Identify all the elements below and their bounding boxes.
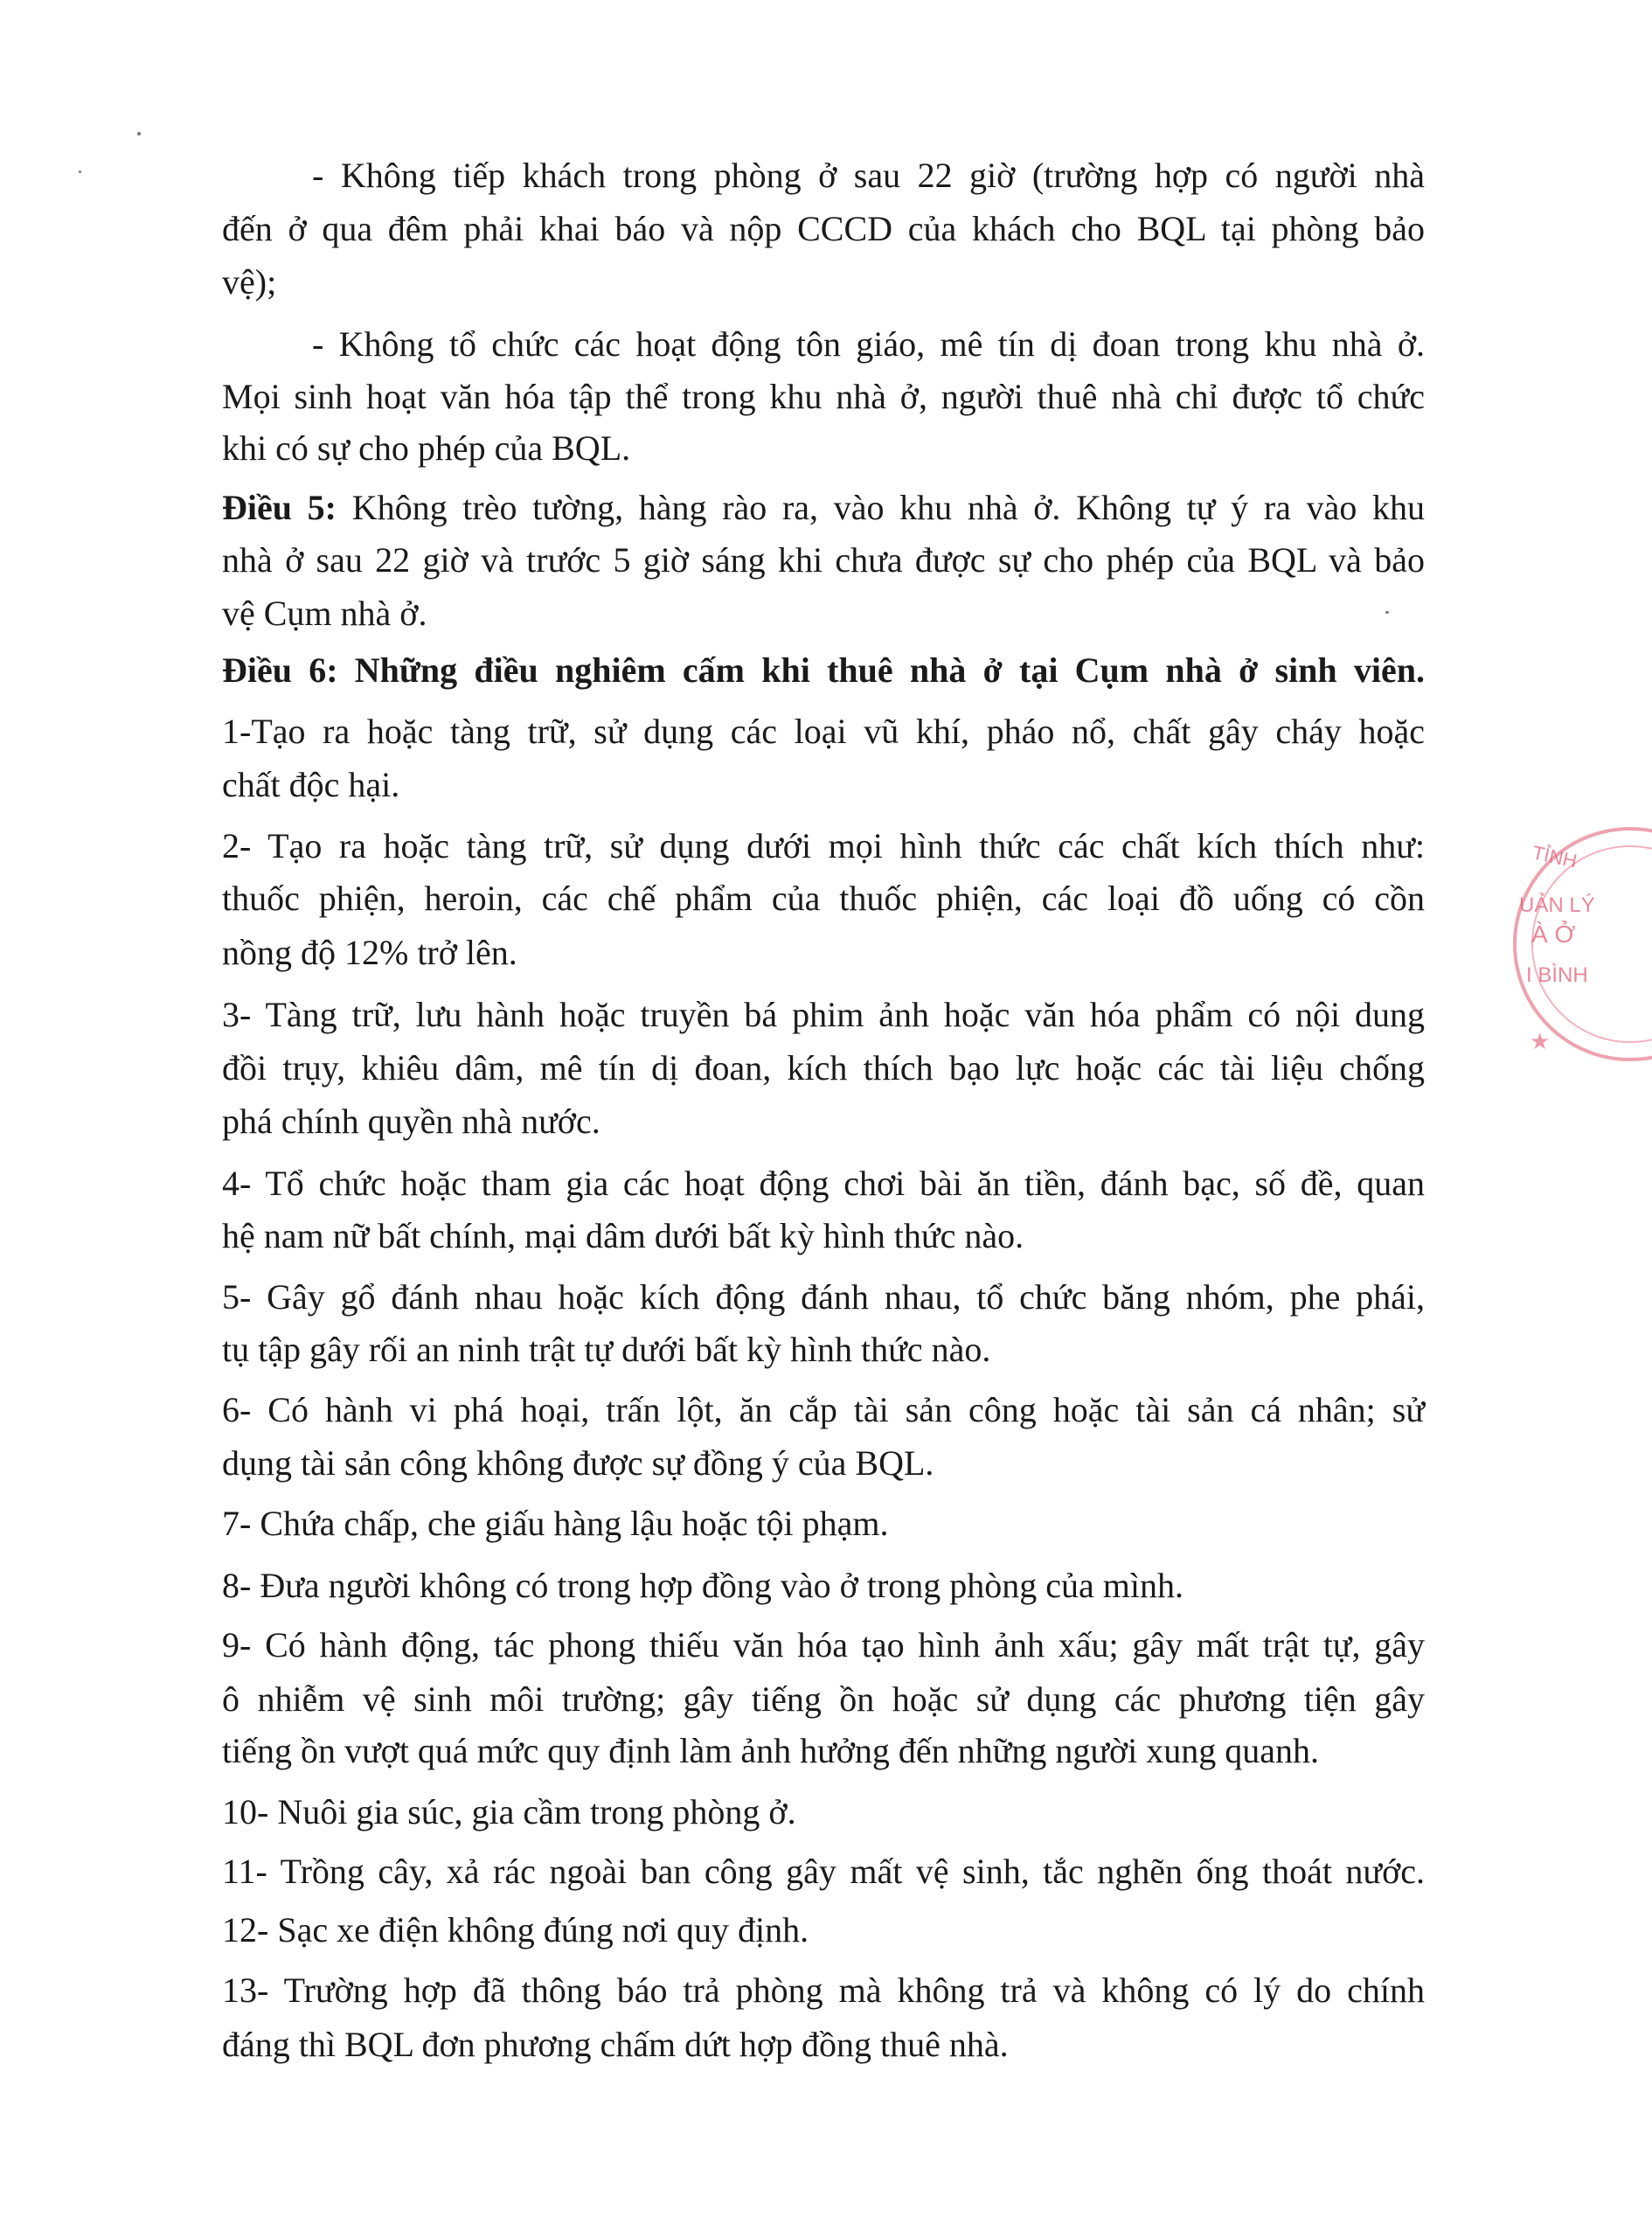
- list-item-line: 4- Tổ chức hoặc tham gia các hoạt động chơi bài ăn tiền, đánh bạc, số đề, quan: [222, 1164, 1425, 1203]
- list-item-line: dụng tài sản công không được sự đồng ý của BQL.: [222, 1443, 934, 1483]
- svg-text:★: ★: [1530, 1028, 1551, 1054]
- text-line: - Không tiếp khách trong phòng ở sau 22 giờ (trường hợp có người nhà: [312, 156, 1425, 195]
- list-item-line: 7- Chứa chấp, che giấu hàng lậu hoặc tội phạm.: [222, 1504, 889, 1543]
- list-item-line: 5- Gây gổ đánh nhau hoặc kích động đánh nhau, tổ chức băng nhóm, phe phái,: [222, 1277, 1425, 1317]
- text-line: vệ Cụm nhà ở.: [222, 594, 427, 633]
- list-item-line: phá chính quyền nhà nước.: [222, 1102, 600, 1141]
- list-item-line: 9- Có hành động, tác phong thiếu văn hóa tạo hình ảnh xấu; gây mất trật tự, gây: [222, 1625, 1425, 1665]
- article-5-first-line: Điều 5: Không trèo tường, hàng rào ra, vào khu nhà ở. Không tự ý ra vào khu: [222, 488, 1426, 527]
- scan-speck: [137, 132, 141, 136]
- list-item-line: 8- Đưa người không có trong hợp đồng vào ở trong phòng của mình.: [222, 1566, 1183, 1605]
- list-item-line: 6- Có hành vi phá hoại, trấn lột, ăn cắp tài sản công hoặc tài sản cá nhân; sử: [222, 1390, 1425, 1429]
- scan-speck: [79, 170, 81, 173]
- list-item-line: 10- Nuôi gia súc, gia cầm trong phòng ở.: [222, 1792, 796, 1831]
- list-item-line: nồng độ 12% trở lên.: [222, 933, 517, 972]
- list-item-line: 1-Tạo ra hoặc tàng trữ, sử dụng các loại vũ khí, pháo nổ, chất gây cháy hoặc: [222, 712, 1425, 751]
- list-item-line: ô nhiễm vệ sinh môi trường; gây tiếng ồn hoặc sử dụng các phương tiện gây: [222, 1679, 1425, 1719]
- scan-speck: [1385, 611, 1389, 614]
- list-item-line: chất độc hại.: [222, 765, 400, 804]
- seal-stamp-icon: [1477, 813, 1652, 1075]
- text-line: vệ);: [222, 262, 277, 302]
- svg-text:TỈNH: TỈNH: [1530, 841, 1579, 872]
- text-line: - Không tổ chức các hoạt động tôn giáo, mê tín dị đoan trong khu nhà ở.: [312, 324, 1425, 364]
- official-seal: [1477, 813, 1652, 1075]
- list-item-line: tiếng ồn vượt quá mức quy định làm ảnh hưởng đến những người xung quanh.: [222, 1731, 1320, 1770]
- text-line: khi có sự cho phép của BQL.: [222, 428, 631, 468]
- list-item-line: thuốc phiện, heroin, các chế phẩm của thuốc phiện, các loại đồ uống có cồn: [222, 879, 1425, 918]
- text-line: đến ở qua đêm phải khai báo và nộp CCCD của khách cho BQL tại phòng bảo: [222, 209, 1425, 248]
- text-line: nhà ở sau 22 giờ và trước 5 giờ sáng khi chưa được sự cho phép của BQL và bảo: [222, 540, 1425, 580]
- list-item-line: đáng thì BQL đơn phương chấm dứt hợp đồng thuê nhà.: [222, 2025, 1009, 2064]
- list-item-line: 13- Trường hợp đã thông báo trả phòng mà không trả và không có lý do chính: [222, 1970, 1425, 2010]
- article-5-label: Điều 5:: [222, 488, 337, 527]
- svg-text:À Ở: À Ở: [1531, 921, 1576, 948]
- svg-text:I BÌNH: I BÌNH: [1526, 963, 1588, 987]
- list-item-line: 2- Tạo ra hoặc tàng trữ, sử dụng dưới mọi hình thức các chất kích thích như:: [222, 826, 1425, 865]
- list-item-line: hệ nam nữ bất chính, mại dâm dưới bất kỳ hình thức nào.: [222, 1216, 1024, 1255]
- article-6-heading: Điều 6: Những điều nghiêm cấm khi thuê nhà ở tại Cụm nhà ở sinh viên.: [222, 650, 1425, 690]
- svg-text:UẢN LÝ: UẢN LÝ: [1519, 893, 1595, 917]
- list-item-line: 11- Trồng cây, xả rác ngoài ban công gây mất vệ sinh, tắc nghẽn ống thoát nước.: [222, 1852, 1425, 1891]
- list-item-line: đồi trụy, khiêu dâm, mê tín dị đoan, kích thích bạo lực hoặc các tài liệu chống: [222, 1048, 1425, 1088]
- list-item-line: 12- Sạc xe điện không đúng nơi quy định.: [222, 1910, 809, 1950]
- list-item-line: tụ tập gây rối an ninh trật tự dưới bất kỳ hình thức nào.: [222, 1330, 991, 1369]
- list-item-line: 3- Tàng trữ, lưu hành hoặc truyền bá phim ảnh hoặc văn hóa phẩm có nội dung: [222, 995, 1425, 1034]
- text-line: Mọi sinh hoạt văn hóa tập thể trong khu nhà ở, người thuê nhà chỉ được tổ chức: [222, 377, 1425, 416]
